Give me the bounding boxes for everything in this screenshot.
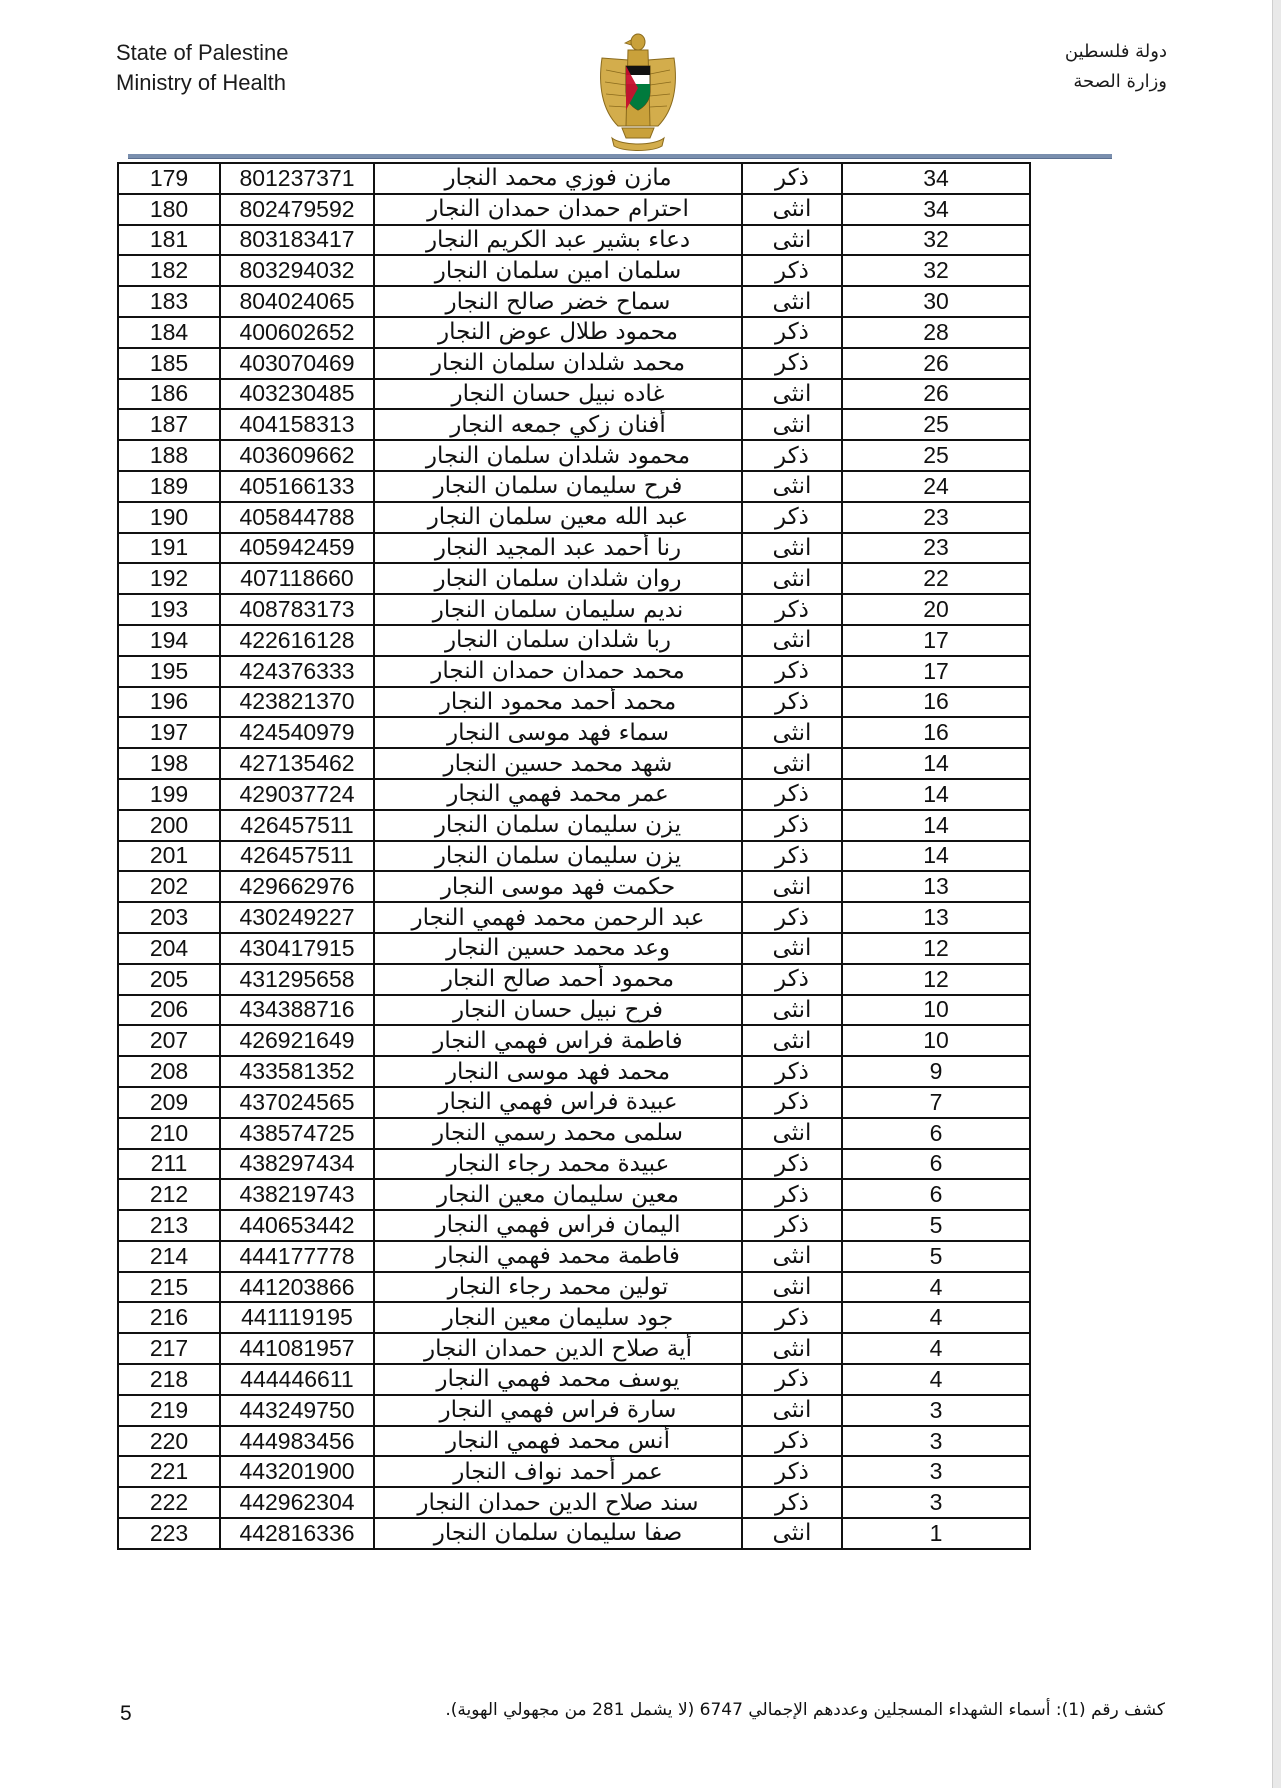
table-row: [118, 748, 1030, 779]
row-number: 188: [118, 440, 220, 471]
id-number: 403070469: [220, 348, 374, 379]
full-name: تولين محمد رجاء النجار: [374, 1272, 742, 1303]
full-name: محمد فهد موسى النجار: [374, 1056, 742, 1087]
age: 3: [842, 1456, 1030, 1487]
age: 17: [842, 625, 1030, 656]
full-name: عمر محمد فهمي النجار: [374, 779, 742, 810]
id-number: 426921649: [220, 1025, 374, 1056]
id-number: 408783173: [220, 594, 374, 625]
gender: ذكر: [742, 502, 842, 533]
id-number: 442816336: [220, 1518, 374, 1549]
gender: ذكر: [742, 1456, 842, 1487]
row-number: 207: [118, 1025, 220, 1056]
table-row: [118, 933, 1030, 964]
full-name: رنا أحمد عبد المجيد النجار: [374, 533, 742, 564]
table-row: [118, 810, 1030, 841]
full-name: فاطمة محمد فهمي النجار: [374, 1241, 742, 1272]
full-name: اليمان فراس فهمي النجار: [374, 1210, 742, 1241]
age: 14: [842, 841, 1030, 872]
row-number: 185: [118, 348, 220, 379]
table-row: [118, 1087, 1030, 1118]
row-number: 213: [118, 1210, 220, 1241]
age: 10: [842, 1025, 1030, 1056]
id-number: 803294032: [220, 255, 374, 286]
row-number: 219: [118, 1395, 220, 1426]
id-number: 405166133: [220, 471, 374, 502]
table-row: [118, 995, 1030, 1026]
table-row: [118, 1518, 1030, 1549]
table-row: [118, 871, 1030, 902]
gender: انثى: [742, 533, 842, 564]
age: 3: [842, 1395, 1030, 1426]
age: 14: [842, 779, 1030, 810]
table-row: [118, 1272, 1030, 1303]
full-name: عبد الله معين سلمان النجار: [374, 502, 742, 533]
gender: ذكر: [742, 1426, 842, 1457]
full-name: عمر أحمد نواف النجار: [374, 1456, 742, 1487]
gender: ذكر: [742, 1302, 842, 1333]
age: 22: [842, 563, 1030, 594]
gender: ذكر: [742, 348, 842, 379]
table-row: [118, 471, 1030, 502]
row-number: 222: [118, 1487, 220, 1518]
gender: انثى: [742, 871, 842, 902]
table-row: [118, 225, 1030, 256]
table-row: [118, 687, 1030, 718]
table-row: [118, 1179, 1030, 1210]
palestine-eagle-emblem-icon: [592, 30, 684, 152]
row-number: 214: [118, 1241, 220, 1272]
age: 14: [842, 810, 1030, 841]
gender: ذكر: [742, 1056, 842, 1087]
age: 9: [842, 1056, 1030, 1087]
age: 23: [842, 502, 1030, 533]
gender: انثى: [742, 563, 842, 594]
row-number: 181: [118, 225, 220, 256]
full-name: فرح نبيل حسان النجار: [374, 995, 742, 1026]
id-number: 444177778: [220, 1241, 374, 1272]
full-name: مازن فوزي محمد النجار: [374, 163, 742, 194]
id-number: 443249750: [220, 1395, 374, 1426]
row-number: 221: [118, 1456, 220, 1487]
id-number: 802479592: [220, 194, 374, 225]
full-name: صفا سليمان سلمان النجار: [374, 1518, 742, 1549]
row-number: 208: [118, 1056, 220, 1087]
row-number: 193: [118, 594, 220, 625]
row-number: 200: [118, 810, 220, 841]
id-number: 438297434: [220, 1149, 374, 1180]
table-row: [118, 440, 1030, 471]
id-number: 437024565: [220, 1087, 374, 1118]
row-number: 184: [118, 317, 220, 348]
table-body: [118, 163, 1030, 1549]
row-number: 186: [118, 379, 220, 410]
id-number: 404158313: [220, 409, 374, 440]
gender: انثى: [742, 409, 842, 440]
age: 6: [842, 1118, 1030, 1149]
id-number: 444446611: [220, 1364, 374, 1395]
table-row: [118, 379, 1030, 410]
id-number: 441203866: [220, 1272, 374, 1303]
full-name: احترام حمدان حمدان النجار: [374, 194, 742, 225]
row-number: 223: [118, 1518, 220, 1549]
header-ministry-en: Ministry of Health: [116, 70, 286, 95]
age: 4: [842, 1364, 1030, 1395]
table-row: [118, 964, 1030, 995]
row-number: 183: [118, 286, 220, 317]
age: 28: [842, 317, 1030, 348]
table-row: [118, 779, 1030, 810]
table-row: [118, 563, 1030, 594]
row-number: 205: [118, 964, 220, 995]
age: 6: [842, 1149, 1030, 1180]
full-name: سارة فراس فهمي النجار: [374, 1395, 742, 1426]
full-name: أفنان زكي جمعه النجار: [374, 409, 742, 440]
table-row: [118, 163, 1030, 194]
table-row: [118, 1241, 1030, 1272]
age: 34: [842, 163, 1030, 194]
age: 4: [842, 1272, 1030, 1303]
row-number: 211: [118, 1149, 220, 1180]
full-name: سلمان امين سلمان النجار: [374, 255, 742, 286]
gender: انثى: [742, 1272, 842, 1303]
gender: ذكر: [742, 1487, 842, 1518]
row-number: 203: [118, 902, 220, 933]
table-row: [118, 286, 1030, 317]
full-name: جود سليمان معين النجار: [374, 1302, 742, 1333]
row-number: 196: [118, 687, 220, 718]
age: 6: [842, 1179, 1030, 1210]
id-number: 403609662: [220, 440, 374, 471]
row-number: 202: [118, 871, 220, 902]
age: 17: [842, 656, 1030, 687]
gender: ذكر: [742, 1149, 842, 1180]
full-name: ربا شلدان سلمان النجار: [374, 625, 742, 656]
gender: انثى: [742, 1118, 842, 1149]
gender: ذكر: [742, 440, 842, 471]
table-row: [118, 1118, 1030, 1149]
full-name: عبيدة فراس فهمي النجار: [374, 1087, 742, 1118]
gender: ذكر: [742, 841, 842, 872]
id-number: 804024065: [220, 286, 374, 317]
row-number: 218: [118, 1364, 220, 1395]
age: 3: [842, 1426, 1030, 1457]
age: 34: [842, 194, 1030, 225]
row-number: 199: [118, 779, 220, 810]
row-number: 197: [118, 717, 220, 748]
age: 24: [842, 471, 1030, 502]
full-name: وعد محمد حسين النجار: [374, 933, 742, 964]
gender: انثى: [742, 1333, 842, 1364]
row-number: 194: [118, 625, 220, 656]
age: 5: [842, 1241, 1030, 1272]
table-row: [118, 1456, 1030, 1487]
id-number: 444983456: [220, 1426, 374, 1457]
english-header: [116, 38, 288, 98]
table-row: [118, 317, 1030, 348]
table-row: [118, 1149, 1030, 1180]
table-row: [118, 1395, 1030, 1426]
id-number: 440653442: [220, 1210, 374, 1241]
row-number: 212: [118, 1179, 220, 1210]
id-number: 441119195: [220, 1302, 374, 1333]
gender: ذكر: [742, 1087, 842, 1118]
full-name: معين سليمان معين النجار: [374, 1179, 742, 1210]
gender: ذكر: [742, 810, 842, 841]
row-number: 206: [118, 995, 220, 1026]
row-number: 209: [118, 1087, 220, 1118]
id-number: 427135462: [220, 748, 374, 779]
table-row: [118, 1426, 1030, 1457]
full-name: سند صلاح الدين حمدان النجار: [374, 1487, 742, 1518]
gender: انثى: [742, 194, 842, 225]
row-number: 195: [118, 656, 220, 687]
age: 5: [842, 1210, 1030, 1241]
id-number: 424376333: [220, 656, 374, 687]
gender: انثى: [742, 717, 842, 748]
age: 10: [842, 995, 1030, 1026]
id-number: 441081957: [220, 1333, 374, 1364]
gender: ذكر: [742, 317, 842, 348]
gender: ذكر: [742, 163, 842, 194]
table-row: [118, 594, 1030, 625]
full-name: عبد الرحمن محمد فهمي النجار: [374, 902, 742, 933]
id-number: 423821370: [220, 687, 374, 718]
id-number: 429037724: [220, 779, 374, 810]
gender: انثى: [742, 1518, 842, 1549]
table-row: [118, 1364, 1030, 1395]
age: 3: [842, 1487, 1030, 1518]
age: 4: [842, 1333, 1030, 1364]
row-number: 179: [118, 163, 220, 194]
full-name: يزن سليمان سلمان النجار: [374, 810, 742, 841]
table-row: [118, 255, 1030, 286]
gender: انثى: [742, 625, 842, 656]
age: 12: [842, 933, 1030, 964]
id-number: 438219743: [220, 1179, 374, 1210]
gender: ذكر: [742, 779, 842, 810]
id-number: 443201900: [220, 1456, 374, 1487]
gender: انثى: [742, 1025, 842, 1056]
age: 26: [842, 348, 1030, 379]
page-number: 5: [120, 1702, 132, 1725]
row-number: 217: [118, 1333, 220, 1364]
id-number: 400602652: [220, 317, 374, 348]
age: 25: [842, 409, 1030, 440]
row-number: 215: [118, 1272, 220, 1303]
full-name: محمد حمدان حمدان النجار: [374, 656, 742, 687]
full-name: عبيدة محمد رجاء النجار: [374, 1149, 742, 1180]
gender: ذكر: [742, 656, 842, 687]
full-name: سماح خضر صالح النجار: [374, 286, 742, 317]
gender: ذكر: [742, 964, 842, 995]
gender: انثى: [742, 1241, 842, 1272]
full-name: حكمت فهد موسى النجار: [374, 871, 742, 902]
footer-caption: كشف رقم (1): أسماء الشهداء المسجلين وعددهم الإجمالي 6747 (لا يشمل 281 من مجهولي الهوية).: [445, 1700, 1165, 1720]
full-name: أنس محمد فهمي النجار: [374, 1426, 742, 1457]
full-name: محمد أحمد محمود النجار: [374, 687, 742, 718]
gender: انثى: [742, 379, 842, 410]
full-name: سماء فهد موسى النجار: [374, 717, 742, 748]
gender: انثى: [742, 748, 842, 779]
age: 16: [842, 687, 1030, 718]
row-number: 187: [118, 409, 220, 440]
martyrs-table: [117, 162, 1031, 1550]
table-row: [118, 841, 1030, 872]
full-name: محمود طلال عوض النجار: [374, 317, 742, 348]
gender: ذكر: [742, 594, 842, 625]
gender: انثى: [742, 995, 842, 1026]
id-number: 431295658: [220, 964, 374, 995]
gender: ذكر: [742, 687, 842, 718]
age: 7: [842, 1087, 1030, 1118]
id-number: 407118660: [220, 563, 374, 594]
gender: ذكر: [742, 902, 842, 933]
table-row: [118, 1056, 1030, 1087]
full-name: سلمى محمد رسمي النجار: [374, 1118, 742, 1149]
gender: انثى: [742, 286, 842, 317]
full-name: نديم سليمان سلمان النجار: [374, 594, 742, 625]
id-number: 430417915: [220, 933, 374, 964]
table-row: [118, 1210, 1030, 1241]
id-number: 429662976: [220, 871, 374, 902]
id-number: 803183417: [220, 225, 374, 256]
age: 32: [842, 225, 1030, 256]
header-state-en: State of Palestine: [116, 40, 289, 65]
row-number: 216: [118, 1302, 220, 1333]
full-name: يزن سليمان سلمان النجار: [374, 841, 742, 872]
full-name: محمود أحمد صالح النجار: [374, 964, 742, 995]
gender: انثى: [742, 225, 842, 256]
full-name: دعاء بشير عبد الكريم النجار: [374, 225, 742, 256]
age: 13: [842, 902, 1030, 933]
id-number: 426457511: [220, 810, 374, 841]
id-number: 434388716: [220, 995, 374, 1026]
table-row: [118, 194, 1030, 225]
header-divider: [128, 154, 1112, 159]
id-number: 433581352: [220, 1056, 374, 1087]
age: 26: [842, 379, 1030, 410]
table-row: [118, 1333, 1030, 1364]
age: 12: [842, 964, 1030, 995]
id-number: 801237371: [220, 163, 374, 194]
table-row: [118, 502, 1030, 533]
age: 25: [842, 440, 1030, 471]
table-row: [118, 409, 1030, 440]
header-state-ar: دولة فلسطين: [1064, 41, 1167, 62]
gender: انثى: [742, 471, 842, 502]
table-row: [118, 717, 1030, 748]
table-row: [118, 625, 1030, 656]
gender: انثى: [742, 933, 842, 964]
id-number: 424540979: [220, 717, 374, 748]
gender: ذكر: [742, 255, 842, 286]
row-number: 191: [118, 533, 220, 564]
id-number: 405844788: [220, 502, 374, 533]
age: 30: [842, 286, 1030, 317]
age: 14: [842, 748, 1030, 779]
table-row: [118, 533, 1030, 564]
full-name: فرح سليمان سلمان النجار: [374, 471, 742, 502]
header-ministry-ar: وزارة الصحة: [1073, 71, 1167, 92]
table-row: [118, 902, 1030, 933]
full-name: شهد محمد حسين النجار: [374, 748, 742, 779]
id-number: 430249227: [220, 902, 374, 933]
row-number: 182: [118, 255, 220, 286]
age: 13: [842, 871, 1030, 902]
gender: انثى: [742, 1395, 842, 1426]
full-name: محمد شلدان سلمان النجار: [374, 348, 742, 379]
row-number: 180: [118, 194, 220, 225]
full-name: غاده نبيل حسان النجار: [374, 379, 742, 410]
age: 1: [842, 1518, 1030, 1549]
gender: ذكر: [742, 1179, 842, 1210]
id-number: 442962304: [220, 1487, 374, 1518]
id-number: 422616128: [220, 625, 374, 656]
id-number: 403230485: [220, 379, 374, 410]
arabic-header: [967, 37, 1167, 97]
table-row: [118, 656, 1030, 687]
row-number: 190: [118, 502, 220, 533]
table-row: [118, 1302, 1030, 1333]
id-number: 426457511: [220, 841, 374, 872]
row-number: 189: [118, 471, 220, 502]
full-name: أية صلاح الدين حمدان النجار: [374, 1333, 742, 1364]
row-number: 220: [118, 1426, 220, 1457]
full-name: محمود شلدان سلمان النجار: [374, 440, 742, 471]
table-row: [118, 348, 1030, 379]
row-number: 198: [118, 748, 220, 779]
table-row: [118, 1025, 1030, 1056]
age: 4: [842, 1302, 1030, 1333]
age: 32: [842, 255, 1030, 286]
gender: ذكر: [742, 1364, 842, 1395]
row-number: 210: [118, 1118, 220, 1149]
table-row: [118, 1487, 1030, 1518]
gender: ذكر: [742, 1210, 842, 1241]
id-number: 438574725: [220, 1118, 374, 1149]
row-number: 201: [118, 841, 220, 872]
full-name: فاطمة فراس فهمي النجار: [374, 1025, 742, 1056]
age: 16: [842, 717, 1030, 748]
id-number: 405942459: [220, 533, 374, 564]
row-number: 204: [118, 933, 220, 964]
row-number: 192: [118, 563, 220, 594]
age: 23: [842, 533, 1030, 564]
age: 20: [842, 594, 1030, 625]
full-name: روان شلدان سلمان النجار: [374, 563, 742, 594]
full-name: يوسف محمد فهمي النجار: [374, 1364, 742, 1395]
